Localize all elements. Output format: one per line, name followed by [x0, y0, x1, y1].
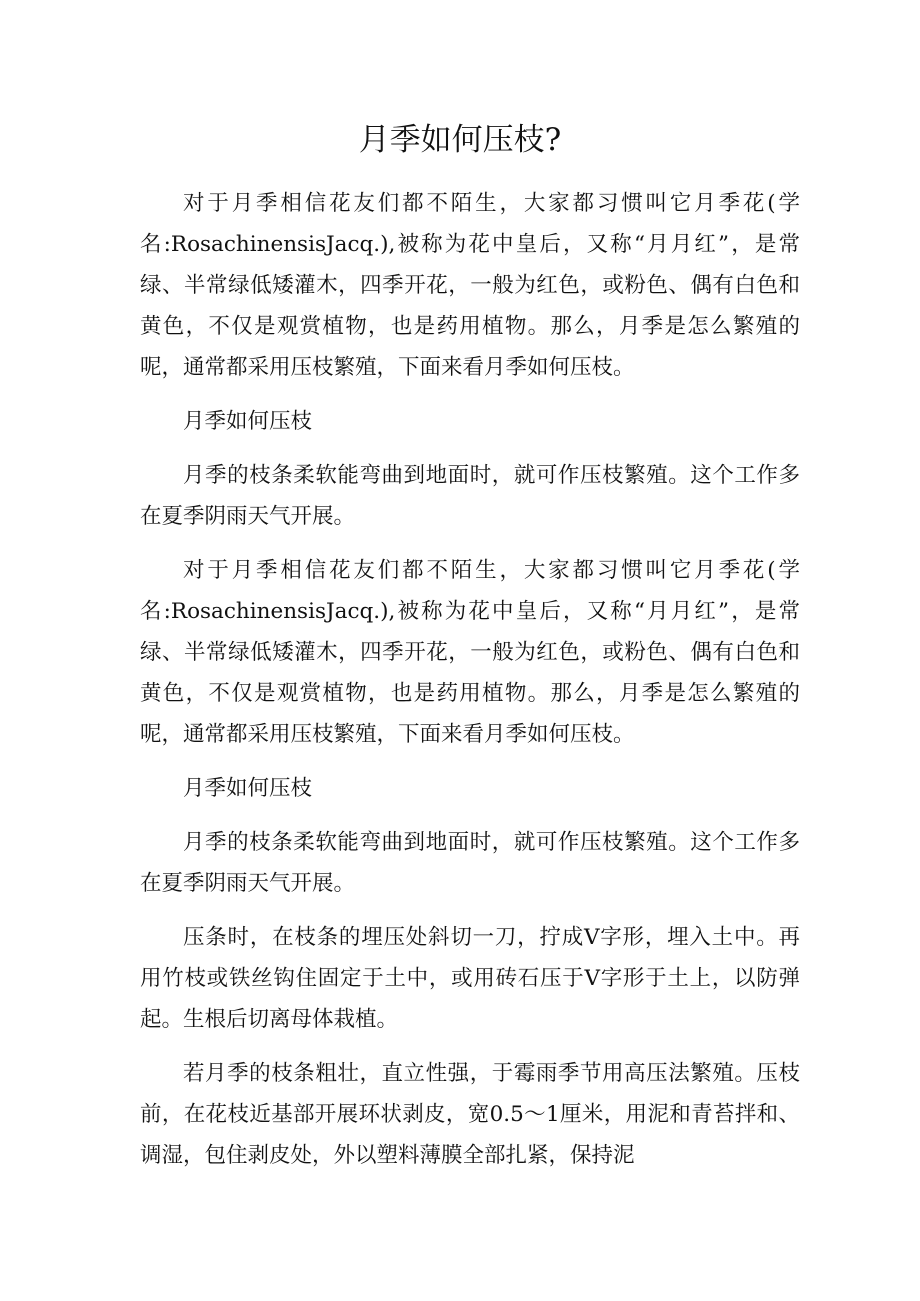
document-title: 月季如何压枝?	[358, 122, 562, 158]
paragraph-1: 月季的枝条柔软能弯曲到地面时，就可作压枝繁殖。这个工作多在夏季阴雨天气开展。	[140, 463, 800, 529]
section-heading-1: 月季如何压枝	[183, 409, 313, 434]
section-heading-2: 月季如何压枝	[183, 776, 313, 801]
paragraph-intro-2: 对于月季相信花友们都不陌生，大家都习惯叫它月季花(学名:RosachinensisJacq.),被称为花中皇后，又称“月月红”，是常绿、半常绿低矮灌木，四季开花，一般为红色，或粉色、偶有白色和黄色，不仅是观赏植物，也是药用植物。那么，月季是怎么繁殖的呢，通常都采用压枝繁殖，下面来看月季如何压枝。	[140, 558, 800, 747]
document-body	[140, 183, 800, 1189]
paragraph-layering-method: 压条时，在枝条的埋压处斜切一刀，拧成V字形，埋入土中。再用竹枝或铁丝钩住固定于土中，或用砖石压于V字形于土上，以防弹起。生根后切离母体栽植。	[140, 925, 800, 1032]
paragraph-air-layering: 若月季的枝条粗壮，直立性强，于霉雨季节用高压法繁殖。压枝前，在花枝近基部开展环状剥皮，宽0.5～1厘米，用泥和青苔拌和、调湿，包住剥皮处，外以塑料薄膜全部扎紧，保持泥	[140, 1061, 800, 1168]
paragraph-2: 月季的枝条柔软能弯曲到地面时，就可作压枝繁殖。这个工作多在夏季阴雨天气开展。	[140, 830, 800, 896]
paragraph-intro-1: 对于月季相信花友们都不陌生，大家都习惯叫它月季花(学名:RosachinensisJacq.),被称为花中皇后，又称“月月红”，是常绿、半常绿低矮灌木，四季开花，一般为红色，或粉色、偶有白色和黄色，不仅是观赏植物，也是药用植物。那么，月季是怎么繁殖的呢，通常都采用压枝繁殖，下面来看月季如何压枝。	[140, 191, 800, 380]
